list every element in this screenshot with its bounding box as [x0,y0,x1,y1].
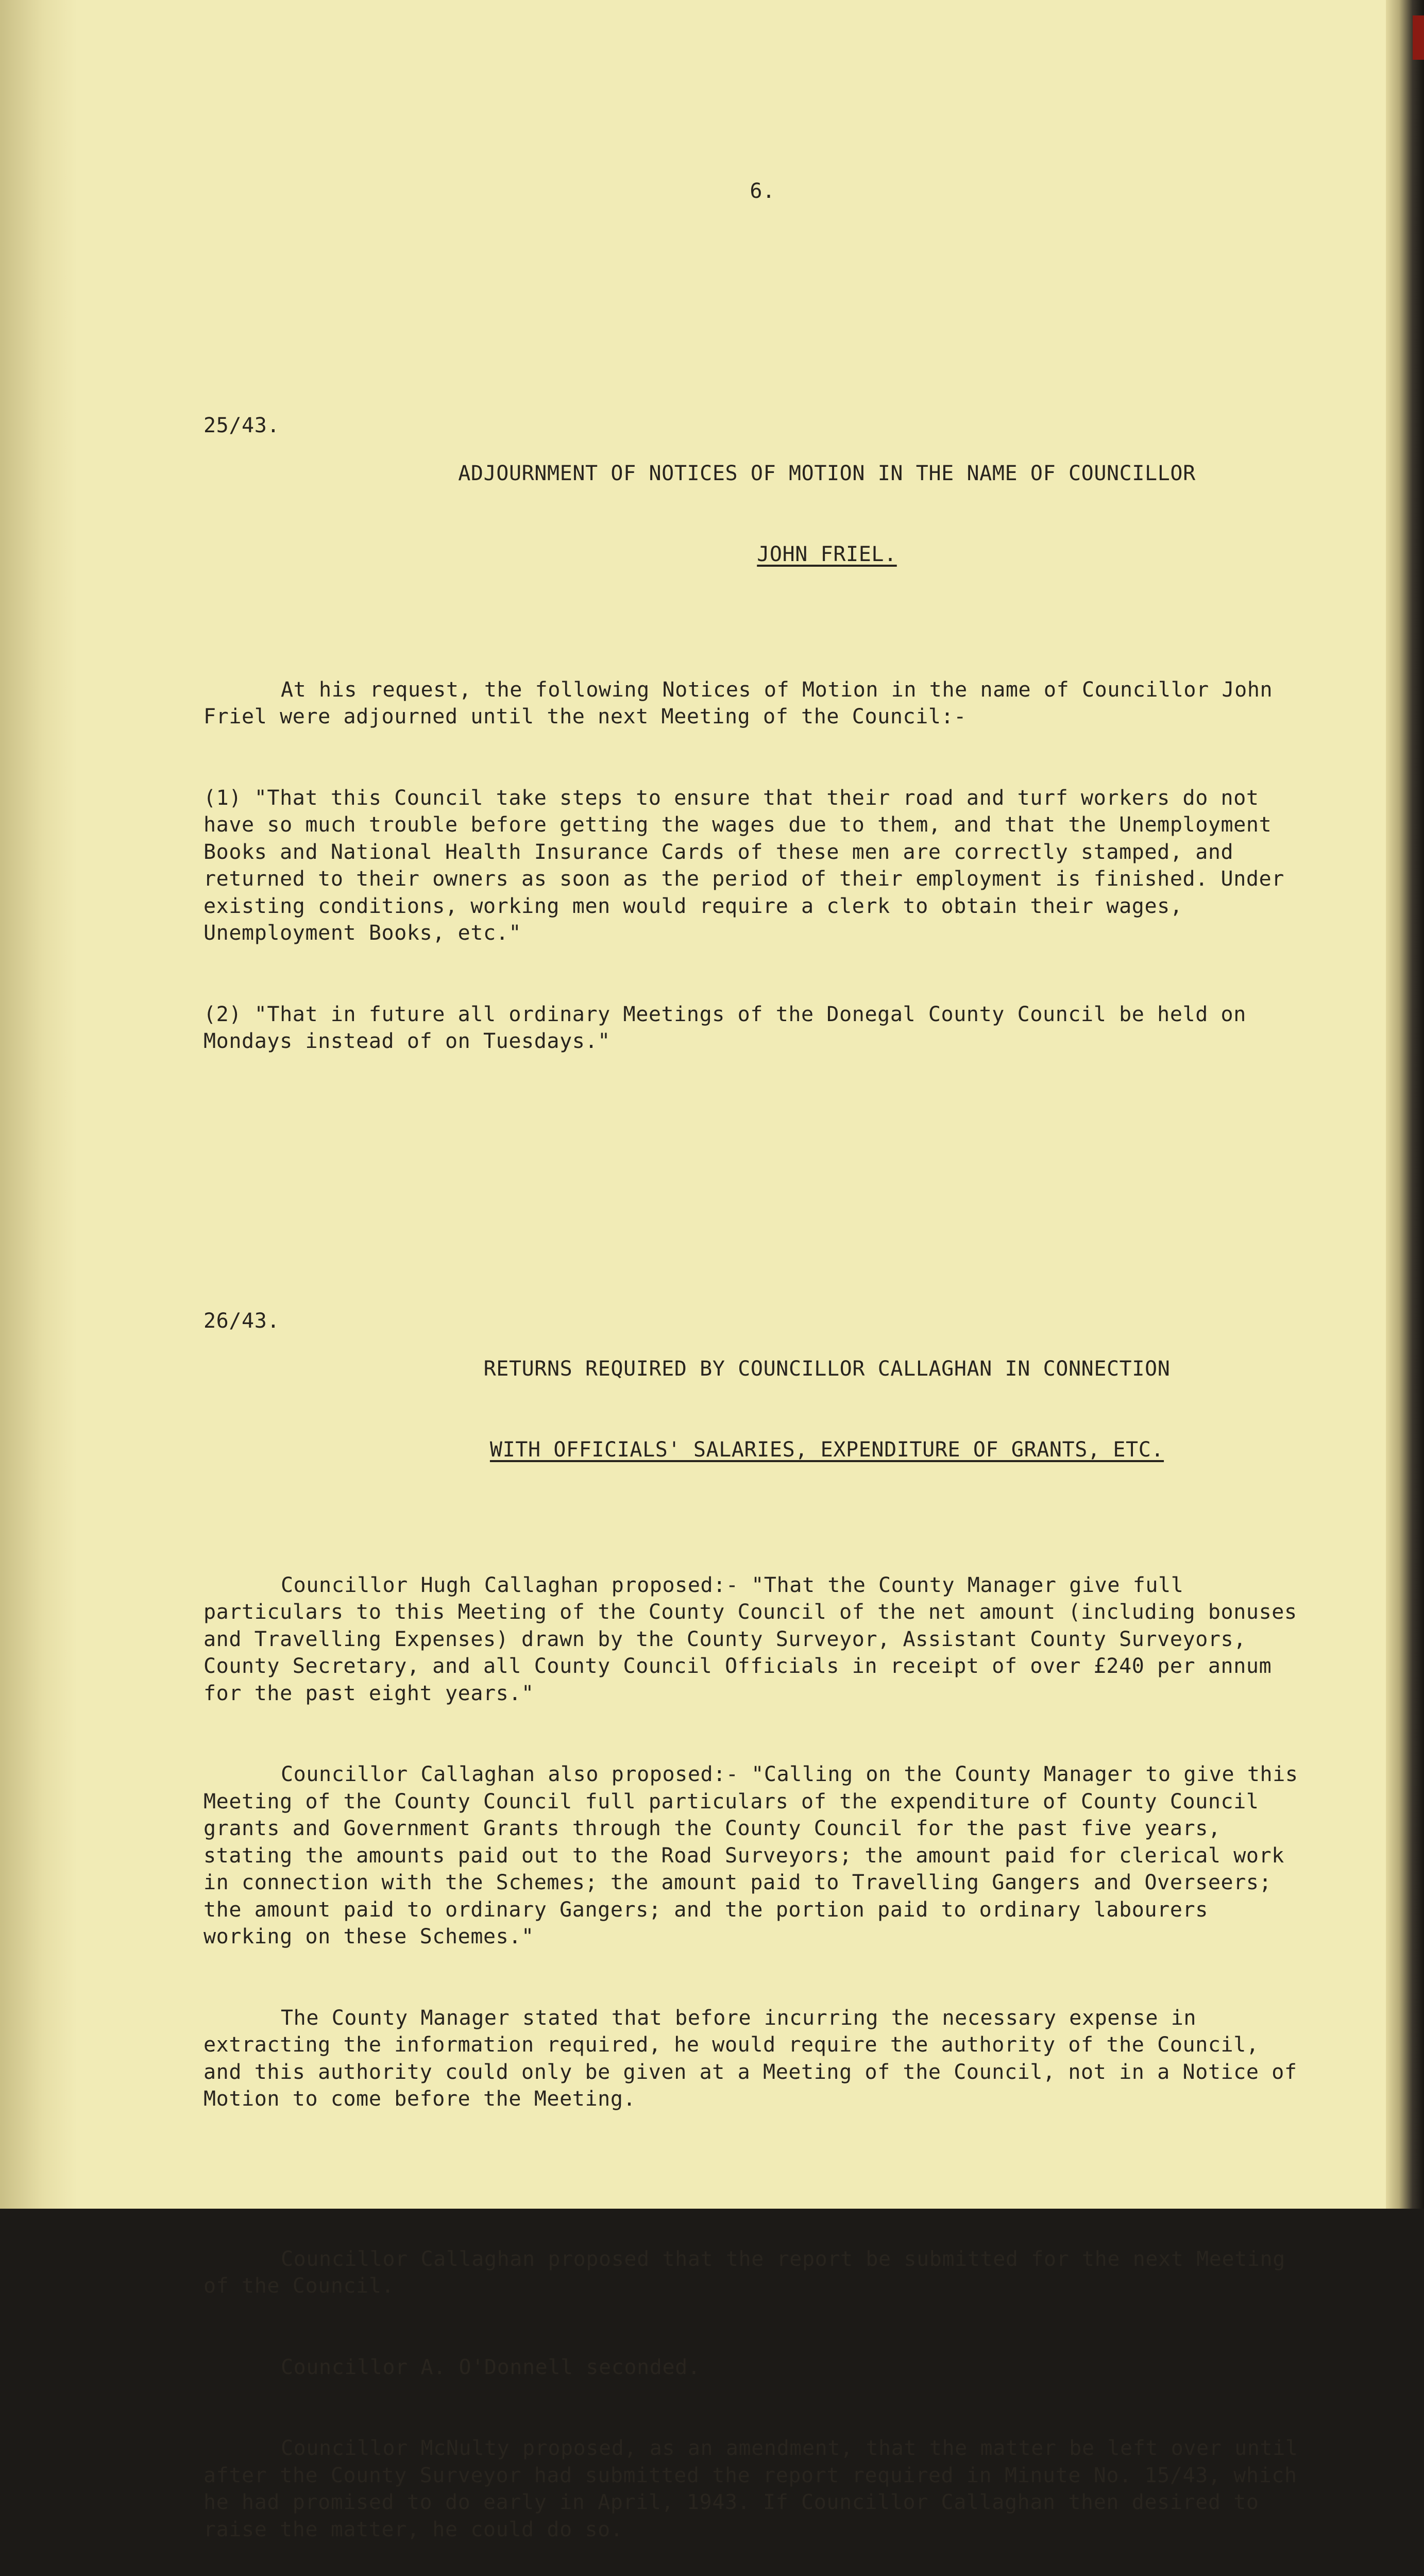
binding-fold [0,0,77,2209]
minute-paragraph: (2) "That in future all ordinary Meetings of the Donegal County Council be held on Mondays instead of on Tuesdays." [204,1001,1301,1055]
minute-paragraph: Councillor Callaghan also proposed:- "Calling on the County Manager to give this Meeting of the County Council full particulars of the expenditure of County Council grants and Government Grants through the County Council for the past five years, stating the amounts paid out to the Road Surveyors; the amount paid for clerical work in connection with the Schemes; the amount paid to Travelling Gangers and Overseers; the amount paid to ordinary Gangers; and the portion paid to ordinary labourers working on these Schemes." [204,1761,1301,1951]
minute-paragraph: The County Manager stated that before incurring the necessary expense in extracting the information required, he would require the authority of the Council, and this authority could only be given at a Meeting of the Council, not in a Notice of Motion to come before the Meeting. [204,2005,1301,2113]
paragraph-gap [204,2167,1301,2192]
minute-paragraph: Councillor McNulty proposed, as an amendment, that the matter be left over until after the County Surveyor had submitted the report required in Minute No. 15/43, which he had promised to do early in April, 1943. If Councillor Callaghan then desired to raise the matter, he could do so. [204,2435,1301,2543]
minute-title-line1: RETURNS REQUIRED BY COUNCILLOR CALLAGHAN IN CONNECTION [353,1355,1301,1383]
minute-paragraph: Councillor Callaghan proposed that the report be submitted for the next Meeting of the Council. [204,2246,1301,2300]
minute-title-line1: ADJOURNMENT OF NOTICES OF MOTION IN THE NAME OF COUNCILLOR [353,460,1301,487]
minute-title [353,1301,1301,1518]
page-edge [1386,0,1424,2209]
minute-paragraph: Councillor A. O'Donnell seconded. [204,2354,1301,2381]
ribbon-marker [1413,15,1424,60]
minute-header [204,1301,1301,1518]
minute-25-43 [204,352,1301,1109]
minute-number: 25/43. [204,406,353,622]
minute-header [204,406,1301,622]
typed-minutes [204,124,1301,2576]
minute-paragraph: (1) "That this Council take steps to ensure that their road and turf workers do not have so much trouble before getting the wages due to them, and that the Unemployment Books and National Health Insurance Cards of these men are correctly stamped, and returned to their owners as soon as the period of their employment is finished. Under existing conditions, working men would require a clerk to obtain their wages, Unemployment Books, etc." [204,785,1301,947]
minute-title-line2: JOHN FRIEL. [353,541,1301,568]
minute-paragraph: Councillor Hugh Callaghan proposed:- "That the County Manager give full particulars to this Meeting of the County Council of the net amount (including bonuses and Travelling Expenses) drawn by the County Surveyor, Assistant County Surveyors, County Secretary, and all County Council Officials in receipt of over £240 per annum for the past eight years." [204,1572,1301,1707]
minute-number: 26/43. [204,1301,353,1518]
minute-paragraph: At his request, the following Notices of Motion in the name of Councillor John Friel were adjourned until the next Meeting of the Council:- [204,676,1301,731]
minute-26-43 [204,1247,1301,2576]
minute-title [353,406,1301,622]
minute-title-line2: WITH OFFICIALS' SALARIES, EXPENDITURE OF GRANTS, ETC. [353,1436,1301,1464]
page-number: 6. [204,178,1301,205]
